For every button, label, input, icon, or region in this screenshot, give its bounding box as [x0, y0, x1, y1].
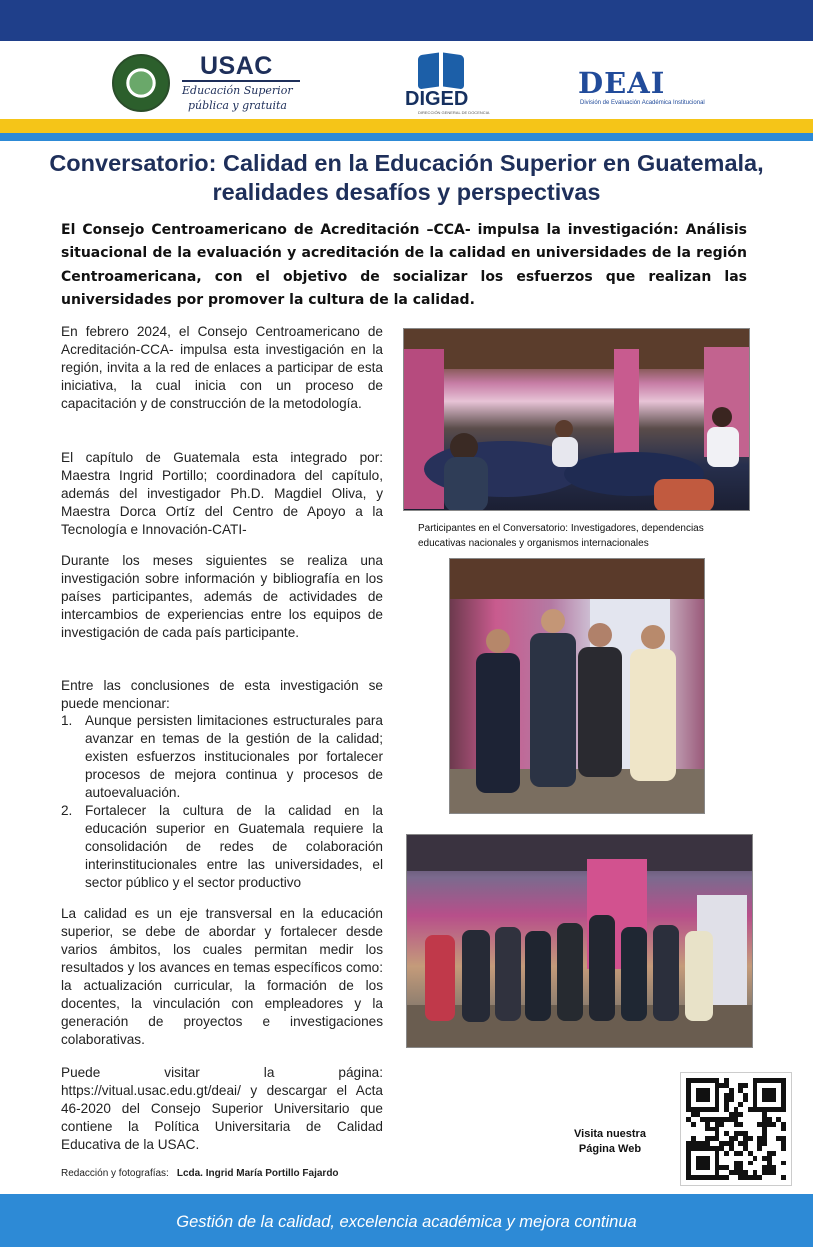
deai-logo-subtitle: División de Evaluación Académica Institucional — [580, 100, 705, 106]
participants-photo-scene — [407, 835, 753, 1048]
usac-seal-logo — [112, 54, 170, 112]
article-intro: El Consejo Centroamericano de Acreditación –CCA- impulsa la investigación: Análisis situacional de la evaluación y acreditación de la calidad en universidades de la región Centroamericana, con el objetivo de socializar los esfuerzos que realizan las universidades por promover la cultura de la calidad. — [61, 222, 747, 309]
usac-logo-name: USAC — [200, 52, 273, 80]
diged-logo-name: DIGED — [405, 88, 469, 110]
paragraph-6: Puede visitar la página: https://vitual.usac.edu.gt/deai/ y descargar el Acta 46-2020 del Consejo Superior Universitario que contiene la Política Universitaria de Calidad Educativa de la USAC. — [61, 1065, 383, 1152]
photo-person — [588, 623, 612, 647]
diged-book-icon — [418, 54, 464, 88]
conversatorio-participants-photo — [406, 834, 753, 1048]
photo-person — [654, 479, 714, 511]
qr-code[interactable] — [680, 1072, 792, 1186]
photo-person — [653, 925, 679, 1021]
photo-person — [462, 930, 490, 1022]
diged-logo-subtitle: DIRECCIÓN GENERAL DE DOCENCIA — [418, 110, 490, 115]
photo-person — [530, 633, 576, 787]
photo-person — [712, 407, 732, 427]
photo-caption: Participantes en el Conversatorio: Investigadores, dependencias educativas nacionales y organismos internacionales — [418, 523, 704, 549]
list-item — [61, 712, 383, 802]
list-item-text: Aunque persisten limitaciones estructurales para avanzar en temas de la gestión de la calidad; existen esfuerzos institucionales por fortalecer procesos de mejora continua y procesos de autoevaluación. — [85, 713, 383, 800]
paragraph-1: En febrero 2024, el Consejo Centroamericano de Acreditación-CCA- impulsa esta investigación en la región, invita a la red de enlaces a participar de esta iniciativa, la cual inicia con un proceso de capacitación y de construcción de la metodología. — [61, 324, 383, 411]
photo-pillar — [614, 349, 639, 469]
photo-person — [641, 625, 665, 649]
yellow-stripe — [0, 119, 813, 133]
list-item — [61, 802, 383, 892]
qr-label-line-1: Visita nuestra — [574, 1128, 646, 1140]
footer-slogan: Gestión de la calidad, excelencia académica y mejora continua — [176, 1213, 637, 1231]
photo-person — [621, 927, 647, 1021]
photo-person — [578, 647, 622, 777]
group-photo-scene — [450, 559, 705, 814]
list-item-number: 2. — [61, 803, 73, 818]
paragraph-5: La calidad es un eje transversal en la educación superior, se debe de abordar y fortalecer desde varios ámbitos, los cuales permitan medir los resultados y los avances en temas específicos como: la actualización curricular, la formación de los docentes, la vinculación con empleadores y la generación de proyectos e investigaciones colaborativas. — [61, 906, 383, 1047]
photo-person — [589, 915, 615, 1021]
usac-tagline-2: pública y gratuita — [188, 99, 287, 112]
list-item-text: Fortalecer la cultura de la calidad en la educación superior en Guatemala requiere la consolidación de redes de colaboración interinstitucionales entre las universidades, el sector público y el sector productivo — [85, 803, 383, 890]
photo-person — [552, 437, 578, 467]
photo-person — [555, 420, 573, 438]
researchers-group-photo — [449, 558, 705, 814]
credit-name: Lcda. Ingrid María Portillo Fajardo — [176, 1168, 339, 1179]
photo-pillar — [404, 349, 444, 509]
photo-person — [525, 931, 551, 1021]
photo-person — [486, 629, 510, 653]
photo-ceiling — [404, 329, 750, 369]
blue-stripe — [0, 133, 813, 141]
photo-person — [425, 935, 455, 1021]
conversatorio-room-photo — [403, 328, 750, 511]
room-photo-scene — [404, 329, 750, 511]
article-title: Conversatorio: Calidad en la Educación Superior en Guatemala, realidades desafíos y perspectivas — [49, 150, 764, 205]
qr-code-pattern — [686, 1078, 786, 1180]
paragraph-2: El capítulo de Guatemala esta integrado por: Maestra Ingrid Portillo; coordinadora del capítulo, además del investigador Ph.D. Magdiel Oliva, y Maestra Dorca Ortíz del Centro de Apoyo a la Tecnología e Innovación-CATI- — [61, 450, 383, 537]
usac-logo-divider — [182, 80, 300, 82]
photo-credit — [61, 1168, 339, 1179]
photo-person — [707, 427, 739, 467]
photo-person — [630, 649, 676, 781]
qr-module — [781, 1175, 786, 1180]
list-item-number: 1. — [61, 713, 73, 728]
photo-person — [685, 931, 713, 1021]
photo-person — [495, 927, 521, 1021]
photo-ceiling — [450, 559, 705, 599]
deai-logo-name: DEAI — [578, 66, 666, 100]
photo-person — [444, 457, 488, 511]
photo-person — [476, 653, 520, 793]
credit-label: Redacción y fotografías: — [61, 1168, 169, 1179]
photo-person — [541, 609, 565, 633]
qr-label — [567, 1127, 653, 1157]
conclusions-list — [61, 712, 383, 892]
photo-ceiling — [407, 835, 753, 871]
top-banner-bar — [0, 0, 813, 41]
paragraph-3: Durante los meses siguientes se realiza una investigación sobre información y bibliografía en los países participantes, además de actividades de intercambios de experiencias entre los equipos de investigación de cada país participante. — [61, 553, 383, 640]
photo-person — [450, 433, 478, 461]
qr-label-line-2: Página Web — [578, 1143, 642, 1155]
paragraph-4: Entre las conclusiones de esta investigación se puede mencionar: — [61, 678, 383, 711]
photo-person — [557, 923, 583, 1021]
usac-tagline-1: Educación Superior — [182, 84, 293, 97]
